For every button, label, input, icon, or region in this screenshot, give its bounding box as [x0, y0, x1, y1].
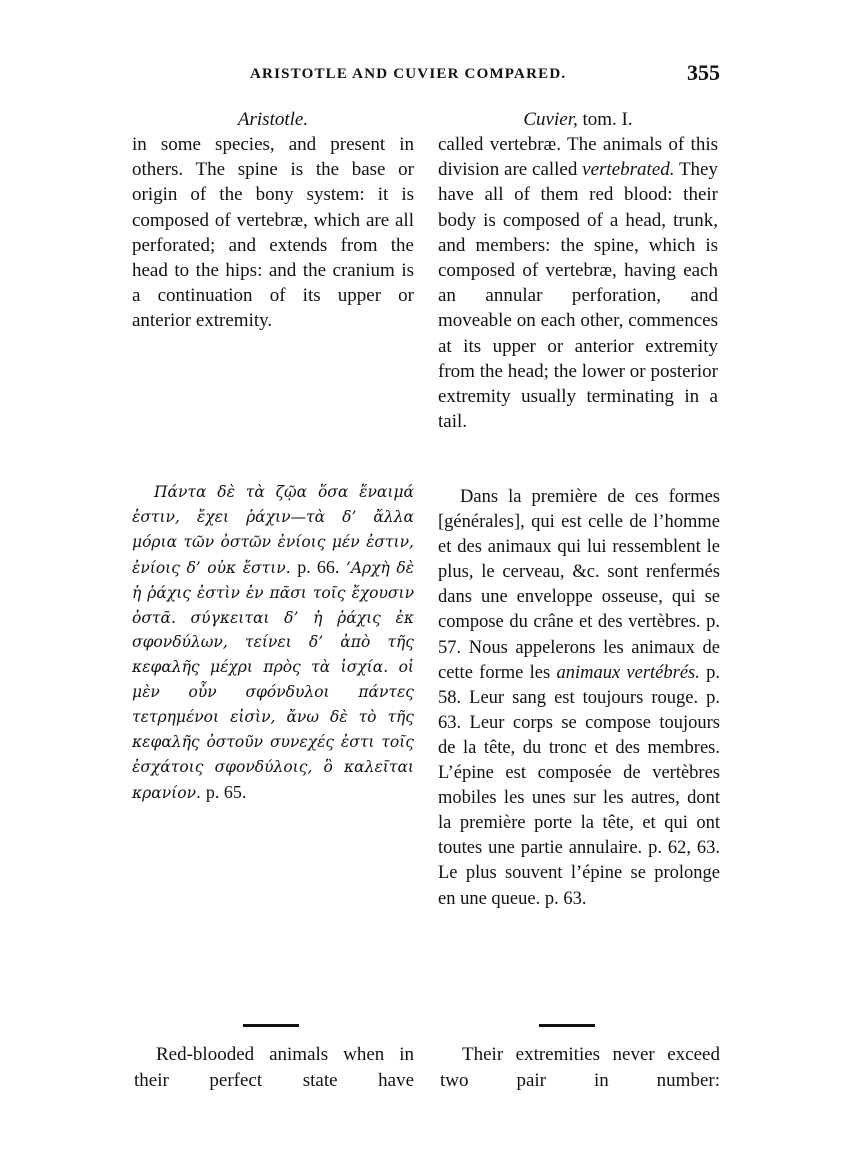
greek-quotation [132, 480, 414, 806]
right-text-part-a: called vertebræ. The animals of this division are called [438, 134, 718, 181]
french-text-italic: animaux vertébrés. [556, 662, 700, 683]
right-column-text [438, 132, 718, 434]
greek-text-2: ’Αρχὴ δὲ ἡ ῥάχις ἐστὶν ἐν πᾶσι τοῖς ἔχουσιν ὀστᾶ. σύγκειται δ’ ἡ ῥάχις ἐκ σφονδύλων, τείνει δ’ ἀπὸ τῆς κεφαλῆς μέχρι πρὸς τὰ ἰσχία. οἱ μὲν οὖν σφόνδυλοι πάντες τετρημένοι εἰσὶν, ἄνω δὲ τὸ τῆς κεφαλῆς ὀστοῦν συνεχές ἐστι τοῖς ἐσχάτοις σφονδύλοις, ὃ καλεῖται κρανίον. [132, 558, 414, 802]
right-bottom-text-content: Their extremities never exceed two pair in number: [440, 1044, 720, 1091]
right-text-italic: vertebrated. [582, 159, 675, 181]
greek-text-1: Πάντα δὲ τὰ ζῷα ὅσα ἔναιμά ἐστιν, ἔχει ῥάχιν—τὰ δ’ ἄλλα μόρια τῶν ὀστῶν ἐνίοις μέν ἐστιν, ἐνίοις δ’ οὐκ ἔστιν. [132, 483, 414, 577]
right-heading-volume: tom. I. [582, 109, 633, 130]
right-text-part-b: They have all of them red blood: their body is composed of a head, trunk, and members: the spine, which is composed of vertebræ, having each an annular perforation, and moveable on each other, commences at its upper or anterior extremity from the head; the lower or posterior extremity usually terminating in a tail. [438, 159, 718, 433]
right-bottom-text [440, 1042, 720, 1093]
greek-ref-1: p. 66. [297, 556, 340, 577]
left-bottom-text [134, 1042, 414, 1093]
right-column-heading [438, 108, 718, 132]
right-heading-author: Cuvier, [523, 109, 578, 130]
right-section-rule [539, 1024, 595, 1027]
french-text-b: p. 58. Leur sang est toujours rouge. p. 63. Leur corps se compose toujours de la tête, du tronc et des membres. L’épine est composée de vertèbres mobiles les unes sur les autres, dont la première porte la tête, et qui ont toutes une partie annulaire. p. 62, 63. Le plus souvent l’épine se prolonge en une queue. p. 63. [438, 662, 721, 909]
left-column-heading: Aristotle. [237, 109, 309, 130]
left-section-rule [243, 1024, 299, 1027]
greek-ref-2: p. 65. [205, 781, 247, 802]
left-column [132, 108, 414, 334]
running-head [130, 62, 720, 92]
left-column-text: in some species, and present in others. The spine is the base or origin of the bony system: it is composed of vertebræ, which are all perforated; and extends from the head to the hips: and the cranium is a continuation of its upper or anterior extremity. [132, 134, 414, 332]
french-text-a: Dans la première de ces formes [générales], qui est celle de l’homme et des animaux qui lui ressemblent le plus, le cerveau, &c. sont renfermés dans une enveloppe osseuse, qui se compose du crâne et des vertèbres. p. 57. Nous appelerons les animaux de cette forme les [438, 487, 720, 683]
page-number: 355 [687, 60, 720, 85]
running-title: ARISTOTLE AND CUVIER COMPARED. [250, 66, 567, 82]
right-column [438, 108, 718, 434]
french-quotation [438, 485, 720, 912]
left-bottom-text-content: Red-blooded animals when in their perfect state have [134, 1044, 414, 1091]
